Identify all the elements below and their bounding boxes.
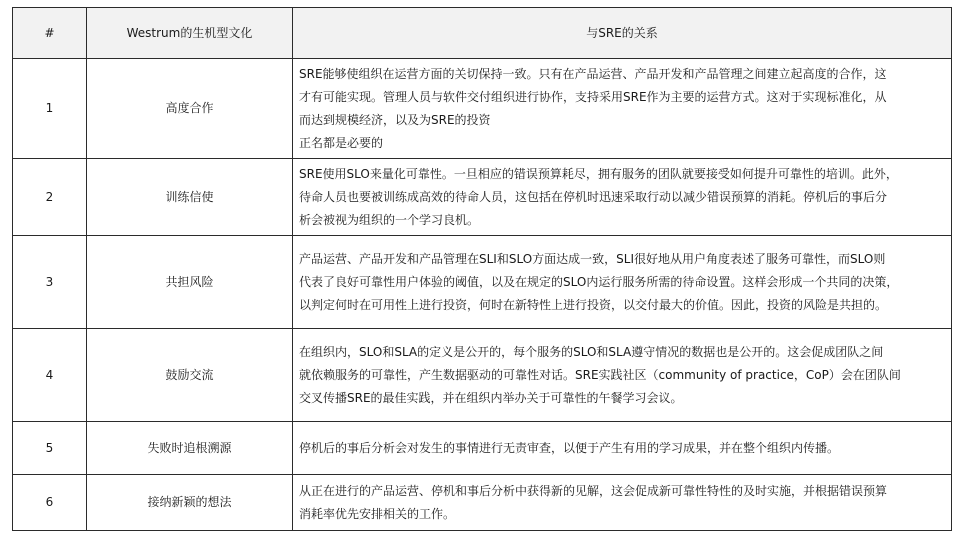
header-relation: 与SRE的关系 (293, 8, 952, 59)
desc-line: 停机后的事后分析会对发生的事情进行无责审查，以便于产生有用的学习成果，并在整个组织内传播。 (299, 440, 840, 455)
row-number: 1 (13, 59, 87, 159)
desc-line: 以判定何时在可用性上进行投资，何时在新特性上进行投资，以交付最大的价值。因此，投资的风险是共担的。 (299, 297, 888, 312)
row-number: 5 (13, 422, 87, 475)
sre-relation-text (293, 422, 952, 475)
culture-trait: 训练信使 (87, 159, 293, 236)
desc-line: 产品运营、产品开发和产品管理在SLI和SLO方面达成一致，SLI很好地从用户角度表述了服务可靠性，而SLO则 (299, 251, 886, 266)
row-number: 4 (13, 329, 87, 422)
table-row (13, 236, 952, 329)
desc-line: SRE使用SLO来量化可靠性。一旦相应的错误预算耗尽，拥有服务的团队就要接受如何提升可靠性的培训。此外， (299, 166, 898, 181)
desc-line: 就依赖服务的可靠性，产生数据驱动的可靠性对话。SRE实践社区（community of practice，CoP）会在团队间 (299, 367, 901, 382)
desc-line: 待命人员也要被训练成高效的待命人员，这包括在停机时迅速采取行动以减少错误预算的消耗。停机后的事后分 (299, 189, 888, 204)
culture-trait: 接纳新颖的想法 (87, 475, 293, 531)
culture-trait: 失败时追根溯源 (87, 422, 293, 475)
header-culture: Westrum的生机型文化 (87, 8, 293, 59)
desc-line: 而达到规模经济，以及为SRE的投资 (299, 112, 491, 127)
culture-trait: 高度合作 (87, 59, 293, 159)
row-number: 2 (13, 159, 87, 236)
desc-line: 代表了良好可靠性用户体验的阈值，以及在规定的SLO内运行服务所需的待命设置。这样会形成一个共同的决策， (299, 274, 899, 289)
desc-line: 交叉传播SRE的最佳实践，并在组织内举办关于可靠性的午餐学习会议。 (299, 390, 683, 405)
sre-relation-text (293, 59, 952, 159)
desc-line: SRE能够使组织在运营方面的关切保持一致。只有在产品运营、产品开发和产品管理之间建立起高度的合作，这 (299, 66, 887, 81)
sre-relation-text (293, 475, 952, 531)
sre-relation-text (293, 236, 952, 329)
table-row (13, 422, 952, 475)
desc-line: 从正在进行的产品运营、停机和事后分析中获得新的见解，这会促成新可靠性特性的及时实施，并根据错误预算 (299, 483, 888, 498)
desc-line: 消耗率优先安排相关的工作。 (299, 506, 456, 521)
desc-line: 在组织内，SLO和SLA的定义是公开的，每个服务的SLO和SLA遵守情况的数据也是公开的。这会促成团队之间 (299, 344, 884, 359)
culture-trait: 共担风险 (87, 236, 293, 329)
table-row (13, 159, 952, 236)
sre-relation-text (293, 159, 952, 236)
sre-relation-text (293, 329, 952, 422)
row-number: 3 (13, 236, 87, 329)
table-header-row (13, 8, 952, 59)
table-row (13, 329, 952, 422)
table-row (13, 475, 952, 531)
desc-line: 析会被视为组织的一个学习良机。 (299, 212, 480, 227)
row-number: 6 (13, 475, 87, 531)
desc-line: 正名都是必要的 (299, 135, 384, 150)
desc-line: 才有可能实现。管理人员与软件交付组织进行协作，支持采用SRE作为主要的运营方式。这对于实现标准化，从 (299, 89, 887, 104)
header-index: # (13, 8, 87, 59)
table-row (13, 59, 952, 159)
culture-trait: 鼓励交流 (87, 329, 293, 422)
westrum-sre-table (12, 7, 952, 531)
